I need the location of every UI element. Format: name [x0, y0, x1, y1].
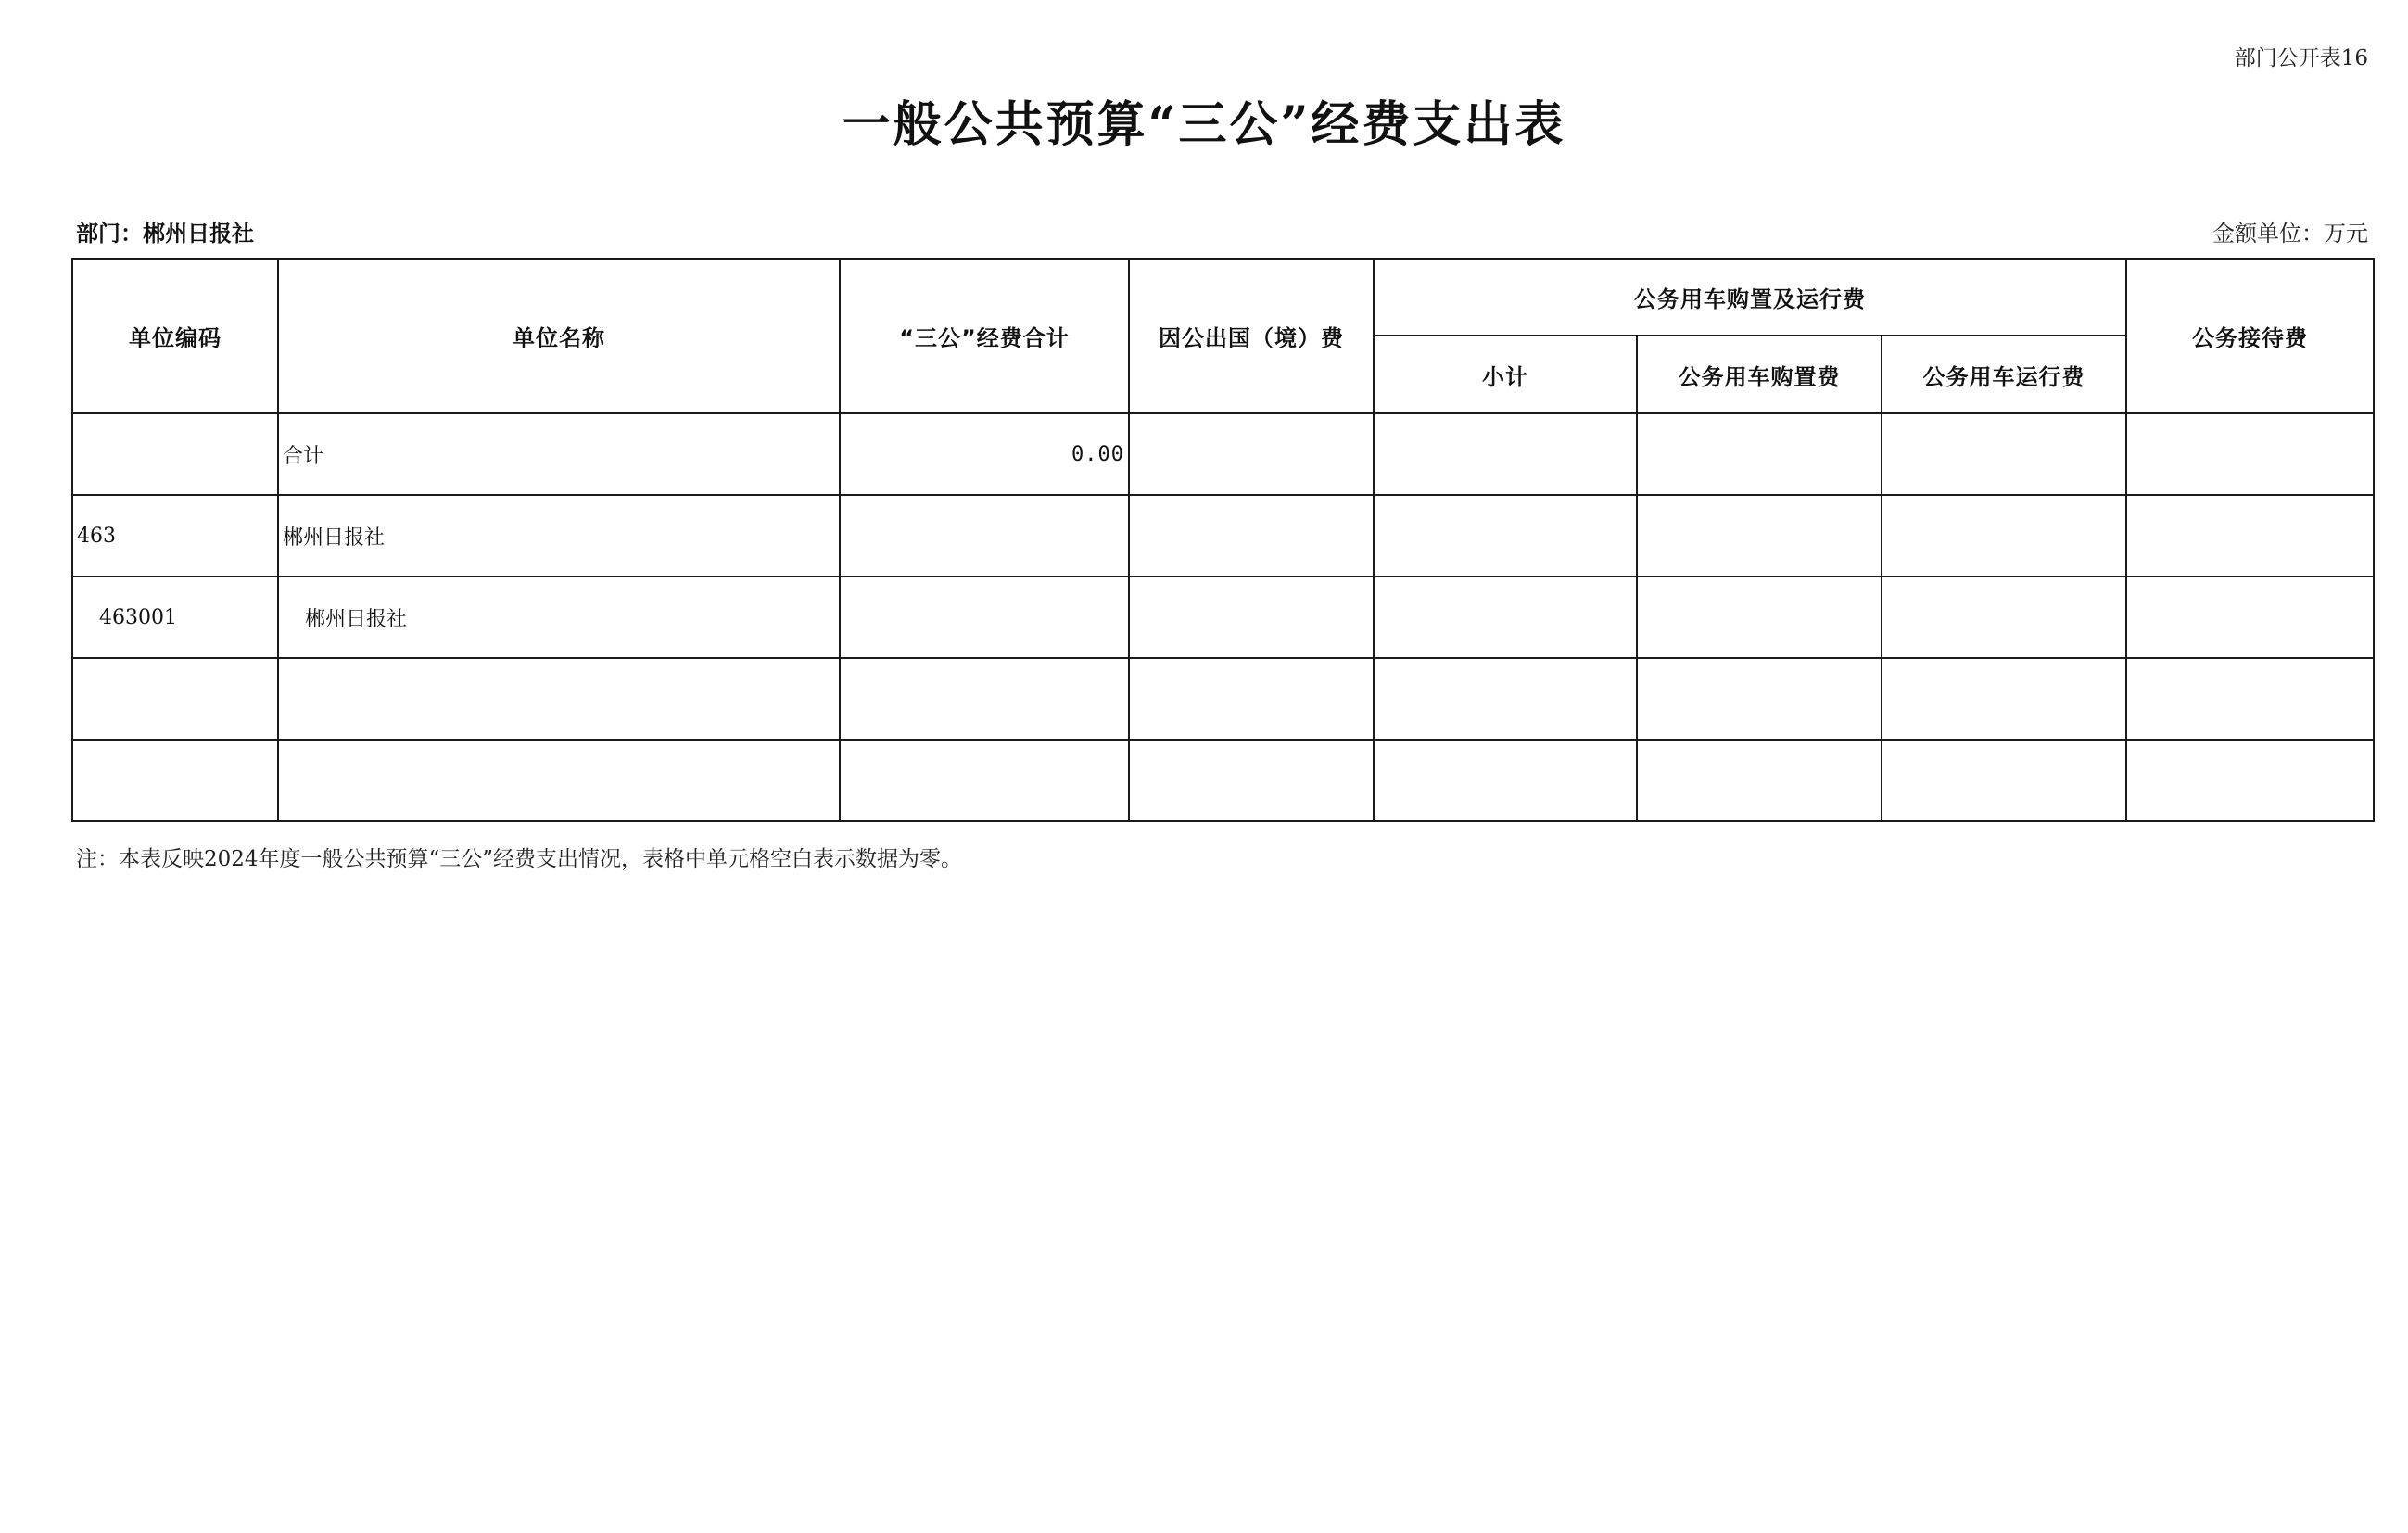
header-total: “三公”经费合计	[840, 259, 1129, 413]
cell-name	[278, 740, 840, 821]
cell-vehicle-subtotal	[1374, 495, 1637, 576]
cell-vehicle-operation	[1882, 413, 2126, 495]
header-reception: 公务接待费	[2126, 259, 2374, 413]
cell-code	[72, 658, 278, 740]
cell-abroad	[1129, 495, 1374, 576]
cell-abroad	[1129, 658, 1374, 740]
cell-vehicle-subtotal	[1374, 658, 1637, 740]
cell-vehicle-purchase	[1637, 413, 1882, 495]
table-footnote: 注：本表反映2024年度一般公共预算“三公”经费支出情况，表格中单元格空白表示数据为零。	[76, 847, 963, 871]
cell-abroad	[1129, 413, 1374, 495]
cell-total	[840, 576, 1129, 658]
form-number: 部门公开表16	[2234, 46, 2368, 70]
table-row	[72, 740, 2374, 821]
header-unit-code: 单位编码	[72, 259, 278, 413]
cell-vehicle-purchase	[1637, 576, 1882, 658]
cell-name: 合计	[278, 413, 840, 495]
cell-total: 0.00	[840, 413, 1129, 495]
cell-vehicle-purchase	[1637, 658, 1882, 740]
unit-label: 金额单位：万元	[2212, 221, 2368, 247]
cell-vehicle-operation	[1882, 740, 2126, 821]
cell-reception	[2126, 740, 2374, 821]
cell-code: 463001	[72, 576, 278, 658]
department-label: 部门：郴州日报社	[76, 221, 254, 247]
header-vehicle-subtotal: 小计	[1374, 336, 1637, 413]
header-vehicle-group: 公务用车购置及运行费	[1374, 259, 2126, 336]
cell-total	[840, 495, 1129, 576]
cell-vehicle-operation	[1882, 576, 2126, 658]
cell-vehicle-purchase	[1637, 495, 1882, 576]
header-vehicle-purchase: 公务用车购置费	[1637, 336, 1882, 413]
cell-name	[278, 658, 840, 740]
cell-vehicle-purchase	[1637, 740, 1882, 821]
cell-abroad	[1129, 576, 1374, 658]
cell-vehicle-subtotal	[1374, 413, 1637, 495]
header-abroad: 因公出国（境）费	[1129, 259, 1374, 413]
cell-code	[72, 740, 278, 821]
header-vehicle-operation: 公务用车运行费	[1882, 336, 2126, 413]
cell-total	[840, 658, 1129, 740]
cell-abroad	[1129, 740, 1374, 821]
header-unit-name: 单位名称	[278, 259, 840, 413]
cell-code	[72, 413, 278, 495]
page-title: 一般公共预算“三公”经费支出表	[842, 96, 1566, 153]
cell-vehicle-subtotal	[1374, 576, 1637, 658]
cell-reception	[2126, 658, 2374, 740]
cell-reception	[2126, 495, 2374, 576]
table-row	[72, 576, 2374, 658]
cell-vehicle-operation	[1882, 495, 2126, 576]
cell-total	[840, 740, 1129, 821]
cell-reception	[2126, 576, 2374, 658]
cell-vehicle-subtotal	[1374, 740, 1637, 821]
cell-name: 郴州日报社	[278, 495, 840, 576]
table-row	[72, 658, 2374, 740]
table-row	[72, 495, 2374, 576]
cell-reception	[2126, 413, 2374, 495]
three-public-expense-table	[71, 258, 2375, 822]
cell-name: 郴州日报社	[278, 576, 840, 658]
table-row	[72, 413, 2374, 495]
cell-vehicle-operation	[1882, 658, 2126, 740]
cell-code: 463	[72, 495, 278, 576]
